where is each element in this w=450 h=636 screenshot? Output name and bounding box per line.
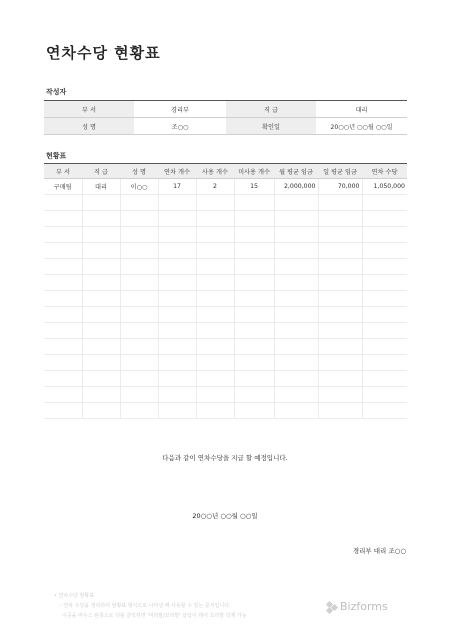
table-row <box>44 387 407 403</box>
table-cell <box>196 243 234 259</box>
table-cell <box>44 291 82 307</box>
table-cell <box>274 243 318 259</box>
author-info-row <box>44 118 407 135</box>
author-info-table <box>44 100 407 135</box>
table-cell <box>274 211 318 227</box>
table-cell <box>120 275 158 291</box>
statement-text: 다음과 같이 연차수당을 지급 할 예정입니다. <box>162 454 288 462</box>
author-info-row <box>44 101 407 118</box>
table-row <box>44 291 407 307</box>
table-cell <box>158 403 196 419</box>
payment-date: 20○○년 ○○월 ○○일 <box>192 512 258 520</box>
table-cell <box>318 275 362 291</box>
table-cell <box>120 371 158 387</box>
table-cell <box>362 259 407 275</box>
table-cell <box>234 195 274 211</box>
table-cell <box>120 243 158 259</box>
table-cell <box>234 291 274 307</box>
table-row <box>44 371 407 387</box>
table-cell <box>362 371 407 387</box>
table-cell <box>82 275 120 291</box>
table-cell <box>196 291 234 307</box>
table-cell <box>362 291 407 307</box>
table-cell <box>158 339 196 355</box>
table-cell <box>82 211 120 227</box>
table-cell <box>318 323 362 339</box>
table-cell <box>44 355 82 371</box>
table-row <box>44 195 407 211</box>
table-cell <box>120 323 158 339</box>
table-cell <box>44 211 82 227</box>
table-row <box>44 179 407 195</box>
table-cell <box>234 259 274 275</box>
info-value-cell: 조○○ <box>134 118 226 135</box>
column-header: 직 급 <box>82 164 120 179</box>
table-cell <box>82 387 120 403</box>
table-cell <box>318 259 362 275</box>
table-cell <box>234 403 274 419</box>
table-cell <box>274 339 318 355</box>
table-cell <box>82 227 120 243</box>
status-section-label: 현황표 <box>46 152 67 160</box>
table-cell <box>120 339 158 355</box>
table-cell <box>362 195 407 211</box>
table-cell <box>234 243 274 259</box>
table-cell <box>82 291 120 307</box>
bizforms-logo-icon <box>327 602 337 612</box>
signer: 경리부 대리 조○○ <box>352 547 406 555</box>
table-cell <box>158 355 196 371</box>
footer-line: 이곳을 마우스 왼쪽으로 더블 클릭하면 '머리말/꼬리말' 삽입이 돼어 꼬리말 삭제 가능 <box>62 613 247 619</box>
table-cell <box>234 211 274 227</box>
table-cell <box>44 387 82 403</box>
info-header-cell: 확인일 <box>226 118 316 135</box>
table-cell <box>274 227 318 243</box>
table-cell <box>82 403 120 419</box>
footer-note <box>54 591 247 621</box>
table-cell <box>234 355 274 371</box>
table-cell <box>82 307 120 323</box>
table-cell <box>120 195 158 211</box>
table-cell <box>274 275 318 291</box>
table-cell <box>44 371 82 387</box>
table-cell <box>318 211 362 227</box>
table-cell <box>120 259 158 275</box>
table-cell <box>120 227 158 243</box>
table-cell <box>362 323 407 339</box>
table-cell <box>196 195 234 211</box>
footer-line: - 연차 수당을 정리하여 현황표 형식으로 나타낼 때 사용할 수 있는 문서입니다. <box>60 603 231 609</box>
table-cell <box>362 243 407 259</box>
table-cell <box>44 227 82 243</box>
table-cell <box>274 355 318 371</box>
table-cell <box>158 195 196 211</box>
table-cell <box>82 195 120 211</box>
table-cell: 1,050,000 <box>362 179 407 195</box>
table-cell <box>318 339 362 355</box>
table-cell <box>274 387 318 403</box>
info-value-cell: 대리 <box>316 101 407 118</box>
table-cell <box>158 291 196 307</box>
table-cell: 대리 <box>82 179 120 195</box>
table-cell: 15 <box>234 179 274 195</box>
table-cell <box>362 211 407 227</box>
table-cell <box>82 355 120 371</box>
table-cell <box>158 275 196 291</box>
table-row <box>44 227 407 243</box>
table-row <box>44 211 407 227</box>
table-cell <box>196 211 234 227</box>
table-cell <box>196 355 234 371</box>
table-cell <box>274 371 318 387</box>
column-header: 월 평균 임금 <box>274 164 318 179</box>
table-cell <box>362 387 407 403</box>
table-cell <box>318 291 362 307</box>
table-cell <box>196 227 234 243</box>
table-cell <box>318 307 362 323</box>
table-cell <box>44 323 82 339</box>
table-cell <box>362 403 407 419</box>
table-cell <box>318 243 362 259</box>
table-cell <box>362 275 407 291</box>
table-cell <box>196 339 234 355</box>
table-cell <box>274 291 318 307</box>
table-cell <box>120 291 158 307</box>
table-cell <box>234 371 274 387</box>
table-cell <box>158 243 196 259</box>
table-cell <box>82 371 120 387</box>
table-row <box>44 259 407 275</box>
table-cell <box>158 227 196 243</box>
column-header: 사용 개수 <box>196 164 234 179</box>
table-cell: 17 <box>158 179 196 195</box>
table-cell <box>274 259 318 275</box>
table-cell <box>120 403 158 419</box>
table-cell <box>82 243 120 259</box>
table-cell <box>120 307 158 323</box>
table-cell <box>234 339 274 355</box>
table-cell <box>318 195 362 211</box>
column-header: 일 평균 임금 <box>318 164 362 179</box>
footer-line: • 연차수당 현황표 <box>54 593 94 599</box>
table-row <box>44 339 407 355</box>
table-cell <box>274 307 318 323</box>
table-row <box>44 355 407 371</box>
column-header: 미사용 개수 <box>234 164 274 179</box>
table-cell <box>120 355 158 371</box>
author-section-label: 작성자 <box>46 88 67 96</box>
table-cell <box>318 355 362 371</box>
table-cell <box>44 339 82 355</box>
table-cell <box>362 227 407 243</box>
info-header-cell: 직 급 <box>226 101 316 118</box>
table-cell <box>158 307 196 323</box>
table-cell <box>274 403 318 419</box>
table-cell: 이○○ <box>120 179 158 195</box>
bizforms-logo <box>327 600 388 613</box>
table-cell <box>158 211 196 227</box>
table-cell <box>196 259 234 275</box>
table-cell <box>196 275 234 291</box>
info-value-cell: 경리부 <box>134 101 226 118</box>
table-row <box>44 275 407 291</box>
table-cell <box>158 259 196 275</box>
table-cell <box>274 323 318 339</box>
table-cell <box>318 403 362 419</box>
table-cell <box>158 323 196 339</box>
table-cell <box>234 307 274 323</box>
table-cell <box>362 307 407 323</box>
table-cell <box>82 323 120 339</box>
table-cell <box>44 403 82 419</box>
status-table-header <box>44 164 407 179</box>
table-cell <box>158 371 196 387</box>
logo-text: Bizforms <box>340 600 388 613</box>
table-cell <box>234 227 274 243</box>
table-cell <box>44 275 82 291</box>
table-cell <box>44 243 82 259</box>
column-header: 성 명 <box>120 164 158 179</box>
table-cell: 구매팀 <box>44 179 82 195</box>
table-cell <box>274 195 318 211</box>
table-cell <box>362 355 407 371</box>
document-title: 연차수당 현황표 <box>46 44 161 62</box>
table-cell <box>82 259 120 275</box>
table-cell <box>196 371 234 387</box>
table-cell <box>196 323 234 339</box>
table-cell <box>120 211 158 227</box>
table-cell: 2,000,000 <box>274 179 318 195</box>
table-cell <box>120 387 158 403</box>
table-cell <box>44 259 82 275</box>
table-cell: 2 <box>196 179 234 195</box>
table-cell <box>82 339 120 355</box>
column-header: 부 서 <box>44 164 82 179</box>
table-row <box>44 243 407 259</box>
table-row <box>44 403 407 419</box>
table-cell <box>44 307 82 323</box>
table-cell <box>318 371 362 387</box>
table-row <box>44 323 407 339</box>
status-table <box>44 163 407 419</box>
info-header-cell: 부 서 <box>44 101 134 118</box>
column-header: 연차 수당 <box>362 164 407 179</box>
table-cell <box>362 339 407 355</box>
table-cell <box>234 387 274 403</box>
table-cell <box>196 307 234 323</box>
table-cell <box>196 403 234 419</box>
info-value-cell: 20○○년 ○○월 ○○일 <box>316 118 407 135</box>
table-cell <box>234 275 274 291</box>
table-cell <box>234 323 274 339</box>
column-header: 연차 개수 <box>158 164 196 179</box>
table-cell <box>158 387 196 403</box>
info-header-cell: 성 명 <box>44 118 134 135</box>
table-cell <box>318 227 362 243</box>
table-cell: 70,000 <box>318 179 362 195</box>
table-cell <box>196 387 234 403</box>
table-row <box>44 307 407 323</box>
table-cell <box>44 195 82 211</box>
table-cell <box>318 387 362 403</box>
